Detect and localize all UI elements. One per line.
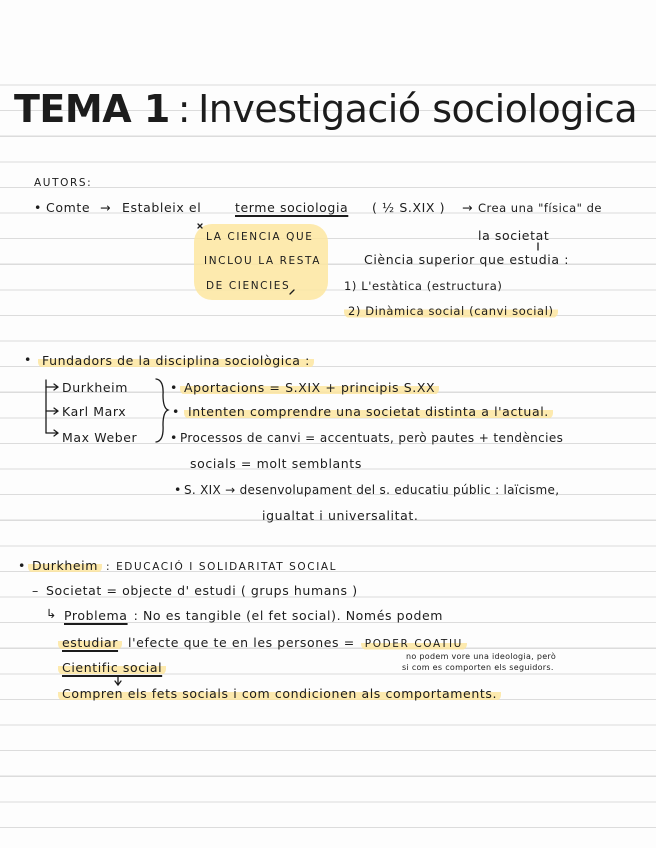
point-2-text: Intenten comprendre una societat distinta a l'actual. [184, 404, 553, 419]
title-tema: TEMA 1 [14, 87, 170, 131]
founder-durkheim: Durkheim [62, 380, 128, 395]
sparkle-mark-1 [198, 224, 202, 228]
founder-weber: Max Weber [62, 430, 138, 445]
point-3-cont: socials = molt semblants [190, 456, 362, 471]
autors-label: AUTORS: [34, 177, 93, 189]
final-line-text: Compren els fets socials i com condicionen als comportaments. [58, 686, 501, 701]
point-4-cont: igualtat i universalitat. [262, 508, 419, 523]
comte-term: terme sociologia [235, 200, 349, 215]
durkheim-bullet: • [18, 558, 26, 573]
box-line-2: INCLOU LA RESTA [204, 255, 322, 267]
title-rest: Investigació sociologica [198, 87, 638, 131]
comte-text-a: Estableix el [122, 200, 202, 215]
sparkle-mark-2 [290, 290, 294, 294]
comte-bullet: • [34, 200, 42, 215]
cientific-social-text: Cientific social [58, 660, 166, 675]
comte-text-b: ( ½ S.XIX ) [372, 200, 446, 215]
problema-text: : No es tangible (el fet social). Només podem [133, 608, 444, 623]
comte-item-1: 1) L'estàtica (estructura) [344, 279, 503, 293]
box-line-3: DE CIENCIES [206, 280, 291, 292]
box-line-1: LA CIENCIA QUE [206, 231, 314, 243]
efecte-text: l'efecte que te en les persones = [128, 635, 355, 650]
title-colon: : [177, 87, 191, 131]
comte-name: Comte [46, 200, 91, 215]
founder-arrow-2 [46, 408, 58, 414]
founder-arrow-3 [46, 430, 58, 436]
arrow-1: → [100, 200, 112, 215]
point-1-text: Aportacions = S.XIX + principis S.XX [180, 380, 439, 395]
problema-arrow: ↳ [46, 606, 58, 621]
founder-arrow-1 [46, 384, 58, 390]
societat-dash: – [32, 583, 39, 598]
comte-text-c: Crea una "física" de [478, 201, 602, 215]
point-bullet-2: • [172, 404, 180, 419]
point-4: S. XIX → desenvolupament del s. educatiu públic : laïcisme, [184, 483, 560, 497]
societat-line: Societat = objecte d' estudi ( grups humans ) [46, 583, 358, 598]
founder-brace [156, 379, 168, 442]
fundadors-bullet: • [24, 352, 32, 367]
point-bullet-1: • [170, 380, 178, 395]
poder-coatiu: PODER COATIU [361, 638, 467, 650]
durkheim-heading-name: Durkheim [28, 558, 102, 573]
note-line-1: no podem vore una ideologia, però [406, 652, 557, 661]
point-3: Processos de canvi = accentuats, però pautes + tendències [180, 431, 564, 445]
arrow-2: → [462, 200, 474, 215]
point-bullet-4: • [174, 482, 182, 497]
durkheim-heading-rest: : EDUCACIÓ I SOLIDARITAT SOCIAL [106, 561, 338, 573]
cientific-arrow [115, 676, 121, 685]
estudiar-word: estudiar [58, 635, 122, 650]
note-line-2: si com es comporten els seguidors. [402, 663, 554, 672]
comte-societat: la societat [478, 228, 550, 243]
founder-marx: Karl Marx [62, 404, 127, 419]
comte-item-2-text: 2) Dinàmica social (canvi social) [344, 304, 558, 318]
problema-label: Problema [64, 608, 128, 623]
point-bullet-3: • [170, 430, 178, 445]
fundadors-heading-text: Fundadors de la disciplina sociològica : [38, 353, 314, 368]
comte-ciencia: Ciència superior que estudia : [364, 252, 570, 267]
